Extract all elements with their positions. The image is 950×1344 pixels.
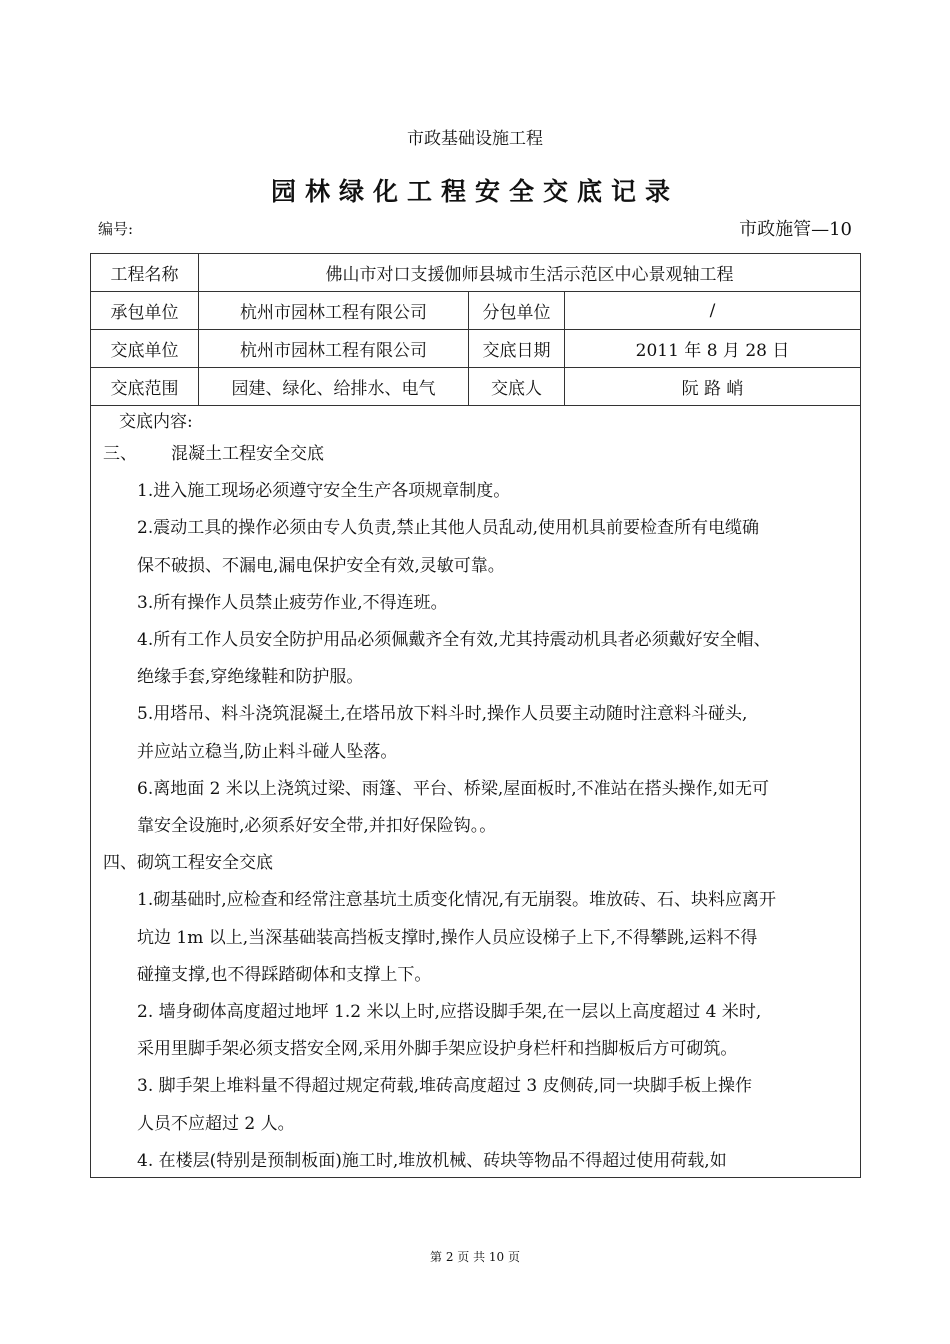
list-item-continuation: 并应站立稳当,防止料斗碰人坠落。 [137,741,398,762]
list-item-continuation: 绝缘手套,穿绝缘鞋和防护服。 [137,667,364,688]
section-title: 混凝土工程安全交底 [171,444,324,464]
briefing-unit-label: 交底单位 [91,330,199,368]
list-item: 3.所有操作人员禁止疲劳作业,不得连班。 [137,592,448,613]
list-item-continuation: 碰撞支撑,也不得踩踏砌体和支撑上下。 [137,964,432,985]
form-code: 市政施管—10 [739,219,852,240]
list-item-continuation: 保不破损、不漏电,漏电保护安全有效,灵敏可靠。 [137,555,505,576]
section-number: 三、 [103,444,137,464]
table-row [91,330,861,368]
table-row [91,368,861,406]
list-item: 4.所有工作人员安全防护用品必须佩戴齐全有效,尤其持震动机具者必须戴好安全帽、 [137,630,771,651]
list-item: 5.用塔吊、料斗浇筑混凝土,在塔吊放下料斗时,操作人员要主动随时注意料斗碰头, [137,704,748,725]
briefer-value: 阮 路 峭 [565,368,861,406]
project-name-value: 佛山市对口支援伽师县城市生活示范区中心景观轴工程 [199,254,861,292]
list-item: 3. 脚手架上堆料量不得超过规定荷载,堆砖高度超过 3 皮侧砖,同一块脚手板上操作 [137,1076,753,1097]
list-item-continuation: 人员不应超过 2 人。 [137,1113,295,1134]
scope-label: 交底范围 [91,368,199,406]
list-item-continuation: 靠安全设施时,必须系好安全带,并扣好保险钩。。 [137,816,497,837]
contractor-value: 杭州市园林工程有限公司 [199,292,469,330]
list-item: 1.砌基础时,应检查和经常注意基坑土质变化情况,有无崩裂。堆放砖、石、块料应离开 [137,890,777,911]
scope-value: 园建、绿化、给排水、电气 [199,368,469,406]
serial-number-label: 编号: [98,220,134,238]
table-row [91,406,861,1178]
page-footer: 第 2 页 共 10 页 [430,1250,520,1264]
briefing-content [91,406,861,1177]
list-item: 2. 墙身砌体高度超过地坪 1.2 米以上时,应搭设脚手架,在一层以上高度超过 4 米时, [137,1002,762,1023]
subcontractor-label: 分包单位 [469,292,565,330]
list-item-continuation: 坑边 1m 以上,当深基础装高挡板支撑时,操作人员应设梯子上下,不得攀跳,运料不得 [137,927,758,948]
briefing-date-value: 2011 年 8 月 28 日 [565,330,861,368]
organization-header: 市政基础设施工程 [407,129,543,149]
list-item: 6.离地面 2 米以上浇筑过梁、雨篷、平台、桥梁,屋面板时,不准站在搭头操作,如无可 [137,778,770,799]
subcontractor-value: / [565,292,861,330]
list-item: 1.进入施工现场必须遵守安全生产各项规章制度。 [137,481,511,502]
project-name-label: 工程名称 [91,254,199,292]
briefing-unit-value: 杭州市园林工程有限公司 [199,330,469,368]
briefing-content-cell [91,406,861,1178]
table-row [91,254,861,292]
table-row [91,292,861,330]
list-item-continuation: 采用里脚手架必须支搭安全网,采用外脚手架应设护身栏杆和挡脚板后方可砌筑。 [137,1039,738,1060]
contractor-label: 承包单位 [91,292,199,330]
content-intro: 交底内容: [119,412,193,432]
list-item: 2.震动工具的操作必须由专人负责,禁止其他人员乱动,使用机具前要检查所有电缆确 [137,518,760,539]
briefing-date-label: 交底日期 [469,330,565,368]
section-heading: 四、砌筑工程安全交底 [103,853,273,874]
section-heading [91,436,861,473]
briefer-label: 交底人 [469,368,565,406]
safety-briefing-table [90,253,861,1178]
document-title: 园林绿化工程安全交底记录 [270,177,679,206]
list-item: 4. 在楼层(特别是预制板面)施工时,堆放机械、砖块等物品不得超过使用荷载,如 [137,1150,727,1171]
